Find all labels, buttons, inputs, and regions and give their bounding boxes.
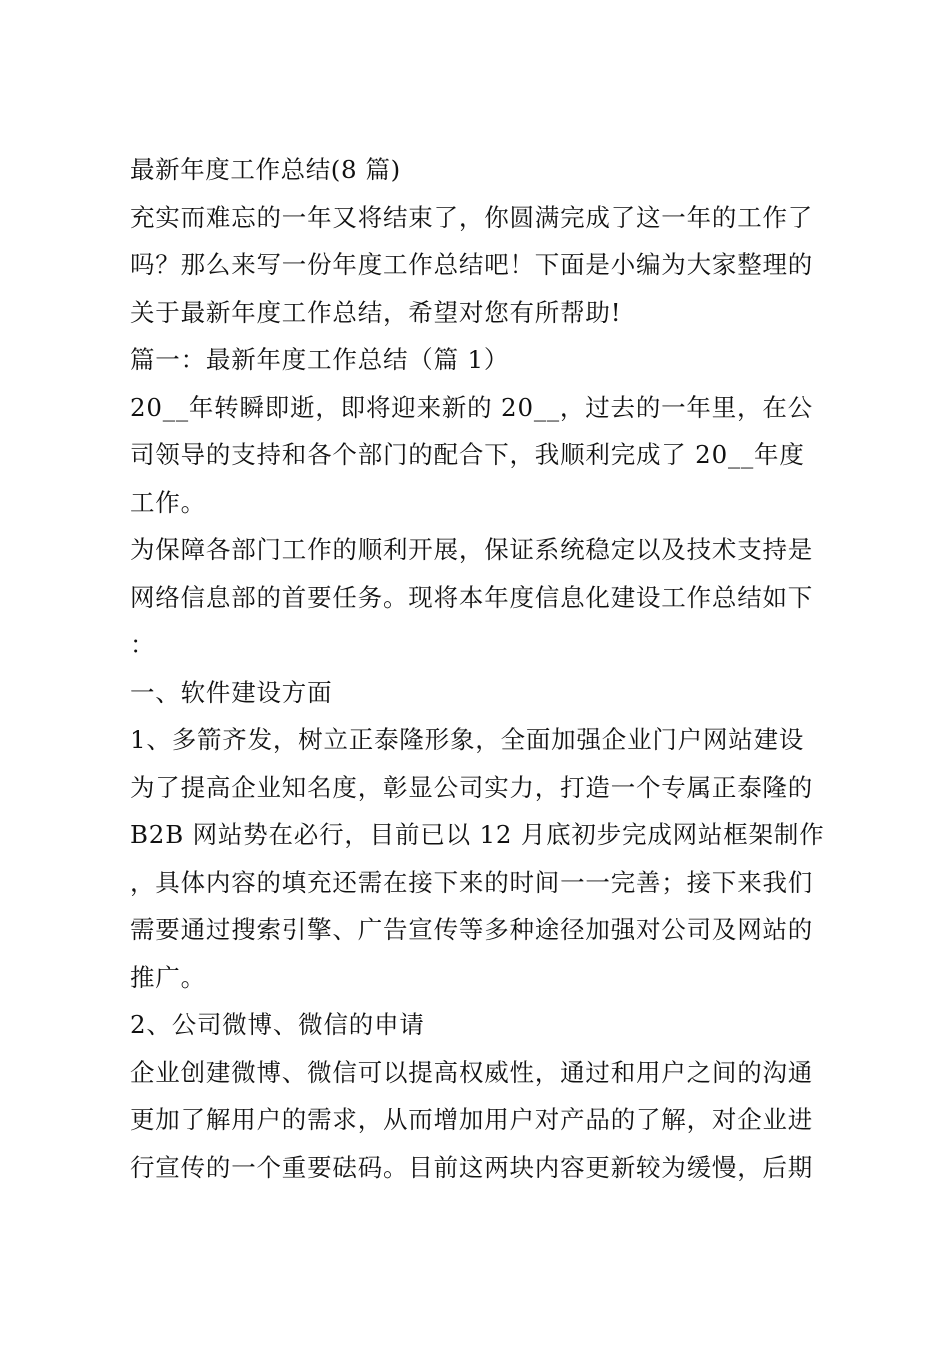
item-1-title: 1、多箭齐发，树立正泰隆形象，全面加强企业门户网站建设 [130,725,805,754]
item-2-body: 企业创建微博、微信可以提高权威性，通过和用户之间的沟通更加了解用户的需求，从而增加用户对产品的了解，对企业进行宣传的一个重要砝码。目前这两块内容更新较为缓慢，后期 [130,1057,814,1182]
intro-paragraph: 充实而难忘的一年又将结束了，你圆满完成了这一年的工作了吗？那么来写一份年度工作总结吧！下面是小编为大家整理的关于最新年度工作总结，希望对您有所帮助! [130,202,814,327]
item-1-body: 为了提高企业知名度，彰显公司实力，打造一个专属正泰隆的 B2B 网站势在必行，目前已以 12 月底初步完成网站框架制作，具体内容的填充还需在接下来的时间一一完善；接下来我们需要通过搜索引擎、广告宣传等多种途径加强对公司及网站的推广。 [130,772,825,992]
subheading-software: 一、软件建设方面 [130,677,333,707]
document-body [130,146,826,1191]
document-title: 最新年度工作总结(8 篇) [130,155,401,184]
item-2-title: 2、公司微博、微信的申请 [130,1010,425,1039]
body-paragraph-2: 为保障各部门工作的顺利开展，保证系统稳定以及技术支持是网络信息部的首要任务。现将本年度信息化建设工作总结如下： [130,535,814,659]
section-heading: 篇一：最新年度工作总结（篇 1） [130,345,510,374]
body-paragraph-1: 20__年转瞬即逝，即将迎来新的 20__，过去的一年里，在公司领导的支持和各个部门的配合下，我顺利完成了 20__年度工作。 [130,392,813,517]
